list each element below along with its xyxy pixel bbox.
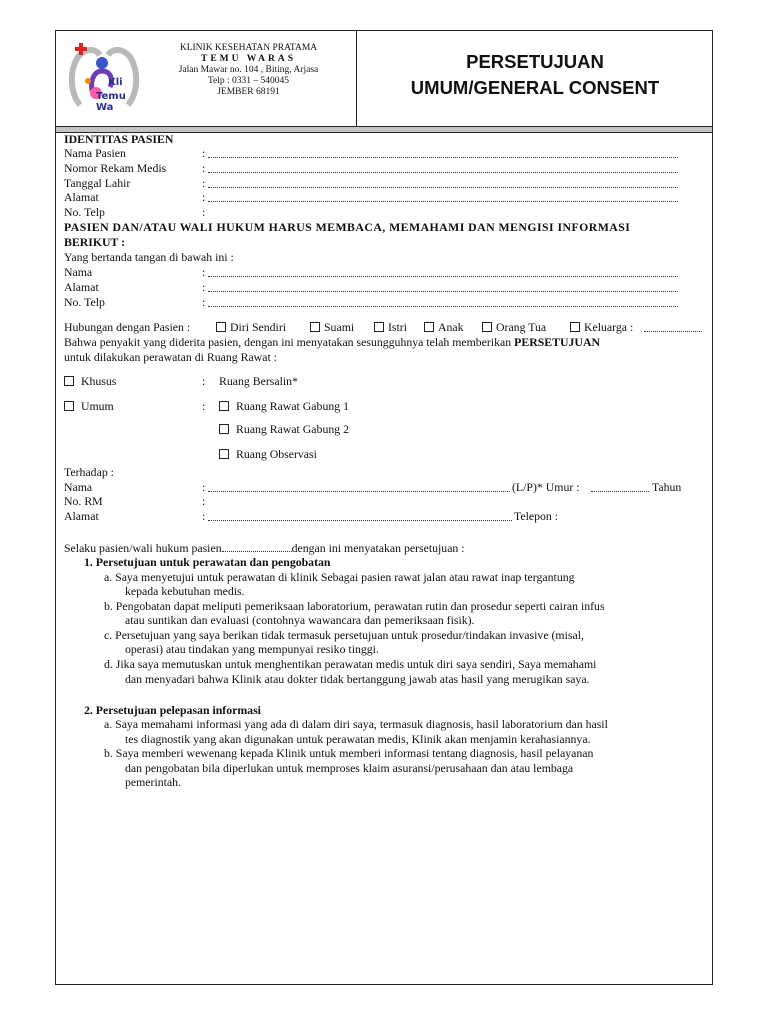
wali-intro: Yang bertanda tangan di bawah ini : bbox=[64, 250, 234, 264]
selaku-field[interactable] bbox=[222, 551, 292, 552]
title-line-2: UMUM/GENERAL CONSENT bbox=[410, 77, 660, 98]
wali-alamat-field[interactable] bbox=[208, 291, 678, 292]
option-label: Umum bbox=[80, 399, 114, 413]
option-label: Anak bbox=[438, 320, 464, 334]
colon: : bbox=[202, 494, 206, 508]
form-header bbox=[56, 31, 712, 126]
wali-heading-line-2: BERIKUT : bbox=[64, 235, 126, 249]
ruang-bersalin: Ruang Bersalin* bbox=[219, 374, 298, 388]
header-divider bbox=[356, 31, 357, 126]
identitas-heading: IDENTITAS PASIEN bbox=[64, 132, 174, 146]
option-diri-sendiri[interactable] bbox=[216, 320, 286, 334]
clinic-name: TEMU WARAS bbox=[200, 54, 296, 64]
statement-text: Bahwa penyakit yang diderita pasien, dengan ini menyatakan sesungguhnya telah memberikan bbox=[64, 335, 512, 349]
logo-text-2: Temu Wa bbox=[96, 91, 126, 113]
section-2-line: a. Saya memahami informasi yang ada di dalam diri saya, termasuk diagnosis, hasil laboratorium dan hasil bbox=[104, 717, 608, 731]
form-title bbox=[358, 49, 712, 101]
selaku-line bbox=[64, 541, 465, 555]
option-label: Ruang Observasi bbox=[235, 447, 317, 461]
option-orang-tua[interactable] bbox=[482, 320, 546, 334]
terhadap-alamat-field[interactable] bbox=[208, 520, 512, 521]
wali-nama-field[interactable] bbox=[208, 276, 678, 277]
section-1-line: b. Pengobatan dapat meliputi pemeriksaan laboratorium, perawatan rutin dan prosedur seperti cairan infus bbox=[104, 599, 605, 613]
checkbox[interactable] bbox=[482, 322, 492, 332]
section-1-line: kepada kebutuhan medis. bbox=[125, 584, 245, 598]
section-2-line: dan pengobatan bila diperlukan untuk memproses klaim asuransi/perusahaan dan atau lembaga bbox=[125, 761, 574, 775]
field-label-no-telp: No. Telp bbox=[64, 205, 105, 219]
section-1-line: a. Saya menyetujui untuk perawatan di klinik Sebagai pasien rawat jalan atau rawat inap tergantung bbox=[104, 570, 575, 584]
option-label: Keluarga : bbox=[584, 320, 634, 334]
option-anak[interactable] bbox=[424, 320, 464, 334]
section-1-line: operasi) atau tindakan yang mempunyai resiko tinggi. bbox=[125, 642, 379, 656]
option-label: Khusus bbox=[80, 374, 117, 388]
clinic-phone: Telp : 0331 – 540045 bbox=[207, 76, 290, 86]
tahun-label: Tahun bbox=[652, 480, 682, 494]
ruang-umum[interactable] bbox=[64, 399, 114, 413]
tanggal-lahir-field[interactable] bbox=[208, 187, 678, 188]
colon: : bbox=[202, 265, 206, 279]
wali-label-alamat: Alamat bbox=[64, 280, 99, 294]
umur-field[interactable] bbox=[591, 491, 649, 492]
rekam-medis-field[interactable] bbox=[208, 172, 678, 173]
keluarga-field[interactable] bbox=[644, 331, 702, 332]
wali-label-nama: Nama bbox=[64, 265, 93, 279]
section-2-line: tes diagnostik yang akan digunakan untuk perawatan medis, Klinik akan menjamin kerahasiannya. bbox=[125, 732, 591, 746]
option-label: Orang Tua bbox=[496, 320, 547, 334]
terhadap-nama-label: Nama bbox=[64, 480, 93, 494]
hubungan-label: Hubungan dengan Pasien : bbox=[64, 320, 191, 334]
section-2-line: pemerintah. bbox=[125, 775, 182, 789]
checkbox[interactable] bbox=[64, 401, 74, 411]
statement-bold: PERSETUJUAN bbox=[514, 335, 600, 349]
option-label: Diri Sendiri bbox=[230, 320, 287, 334]
option-suami[interactable] bbox=[310, 320, 354, 334]
option-istri[interactable] bbox=[374, 320, 407, 334]
wali-telp-field[interactable] bbox=[208, 306, 678, 307]
terhadap-no-rm-label: No. RM bbox=[64, 494, 103, 508]
telepon-label: Telepon : bbox=[514, 509, 559, 523]
clinic-address: Jalan Mawar no. 104 , Biting, Arjasa bbox=[178, 65, 319, 75]
section-1-line: dan menyadari bahwa Klinik atau dokter tidak bertanggung jawab atas hasil yang merugikan saya. bbox=[125, 672, 590, 686]
title-line-1: PERSETUJUAN bbox=[466, 51, 604, 72]
checkbox[interactable] bbox=[424, 322, 434, 332]
clinic-logo bbox=[66, 41, 142, 119]
field-label-tanggal-lahir: Tanggal Lahir bbox=[64, 176, 131, 190]
colon: : bbox=[202, 295, 206, 309]
section-1-line: c. Persetujuan yang saya berikan tidak termasuk persetujuan untuk prosedur/tindakan invasive (misal, bbox=[104, 628, 584, 642]
section-2-title: 2. Persetujuan pelepasan informasi bbox=[84, 703, 261, 717]
colon: : bbox=[202, 280, 206, 294]
colon: : bbox=[202, 480, 206, 494]
terhadap-nama-field[interactable] bbox=[208, 491, 510, 492]
checkbox[interactable] bbox=[219, 424, 229, 434]
colon: : bbox=[202, 190, 206, 204]
ruang-rawat-gabung-2[interactable] bbox=[219, 422, 349, 436]
lp-umur-label: (L/P)* Umur : bbox=[512, 480, 580, 494]
option-keluarga[interactable] bbox=[570, 320, 633, 334]
ruang-rawat-gabung-1[interactable] bbox=[219, 399, 349, 413]
colon: : bbox=[202, 374, 206, 388]
colon: : bbox=[202, 161, 206, 175]
colon: : bbox=[202, 146, 206, 160]
section-1-line: d. Jika saya memutuskan untuk menghentikan perawatan medis untuk diri saya sendiri, Saya memahami bbox=[104, 657, 597, 671]
section-1-line: atau suntikan dan evaluasi (contohnya wawancara dan pemeriksaan fisik). bbox=[125, 613, 475, 627]
checkbox[interactable] bbox=[216, 322, 226, 332]
alamat-field[interactable] bbox=[208, 201, 678, 202]
terhadap-label: Terhadap : bbox=[64, 465, 114, 479]
checkbox[interactable] bbox=[64, 376, 74, 386]
checkbox[interactable] bbox=[310, 322, 320, 332]
statement-line-1 bbox=[64, 335, 600, 349]
option-label: Ruang Rawat Gabung 2 bbox=[235, 422, 349, 436]
section-1-title: 1. Persetujuan untuk perawatan dan pengobatan bbox=[84, 555, 331, 569]
checkbox[interactable] bbox=[219, 449, 229, 459]
colon: : bbox=[202, 399, 206, 413]
ruang-khusus[interactable] bbox=[64, 374, 116, 388]
statement-line-2: untuk dilakukan perawatan di Ruang Rawat : bbox=[64, 350, 277, 364]
colon: : bbox=[202, 176, 206, 190]
clinic-city: JEMBER 68191 bbox=[217, 87, 280, 97]
option-label: Istri bbox=[388, 320, 408, 334]
checkbox[interactable] bbox=[374, 322, 384, 332]
field-label-alamat: Alamat bbox=[64, 190, 99, 204]
consent-form-page bbox=[55, 30, 713, 985]
selaku-post: dengan ini menyatakan persetujuan : bbox=[291, 541, 465, 555]
terhadap-alamat-label: Alamat bbox=[64, 509, 99, 523]
colon: : bbox=[202, 509, 206, 523]
logo-text-1: Kli bbox=[108, 77, 123, 88]
checkbox[interactable] bbox=[570, 322, 580, 332]
field-label-rekam-medis: Nomor Rekam Medis bbox=[64, 161, 167, 175]
clinic-type: KLINIK KESEHATAN PRATAMA bbox=[179, 43, 318, 53]
section-2-line: b. Saya memberi wewenang kepada Klinik untuk memberi informasi tentang diagnosis, hasil pelayanan bbox=[104, 746, 594, 760]
wali-heading-line-1: PASIEN DAN/ATAU WALI HUKUM HARUS MEMBACA, MEMAHAMI DAN MENGISI INFORMASI bbox=[64, 220, 631, 234]
clinic-info bbox=[146, 43, 351, 98]
ruang-observasi[interactable] bbox=[219, 447, 317, 461]
wali-label-no-telp: No. Telp bbox=[64, 295, 105, 309]
option-label: Suami bbox=[324, 320, 355, 334]
selaku-pre: Selaku pasien/wali hukum pasien bbox=[64, 541, 222, 555]
checkbox[interactable] bbox=[219, 401, 229, 411]
field-label-nama-pasien: Nama Pasien bbox=[64, 146, 126, 160]
colon: : bbox=[202, 205, 206, 219]
option-label: Ruang Rawat Gabung 1 bbox=[235, 399, 349, 413]
nama-pasien-field[interactable] bbox=[208, 157, 678, 158]
